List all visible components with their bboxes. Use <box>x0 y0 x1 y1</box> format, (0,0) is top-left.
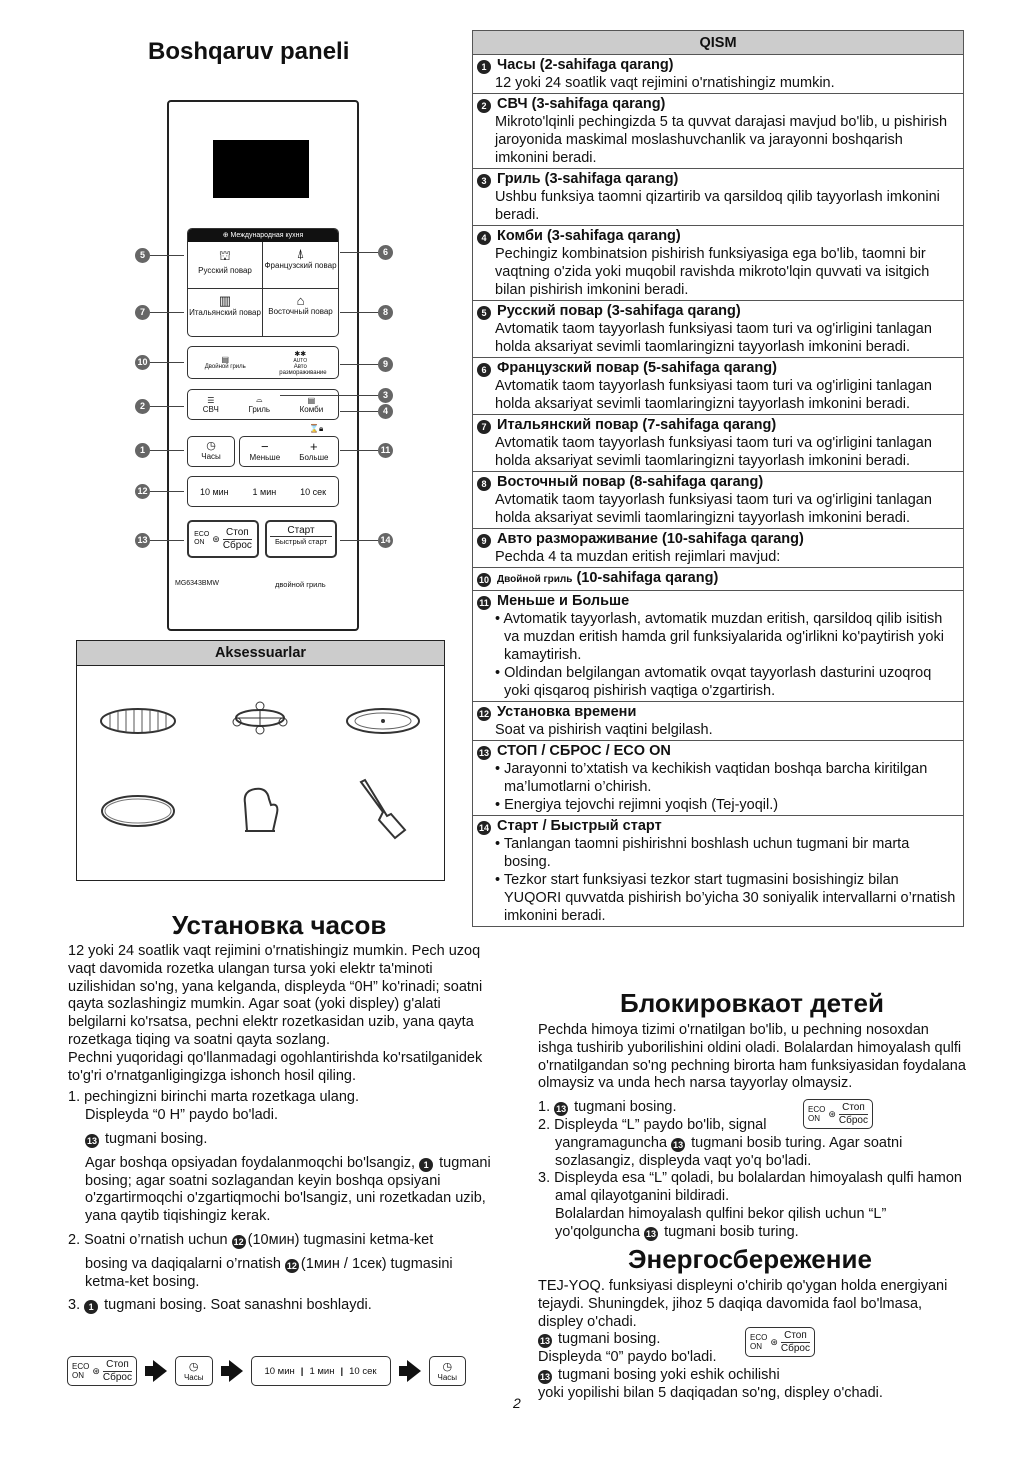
model-number: MG6343BMW <box>175 580 219 587</box>
table-row <box>473 55 963 94</box>
energy-section: TEJ-YOQ. funksiyasi displeyni o'chirib qo'ygan holda energiyani tejaydi. Shuningdek, jihoz 5 daqiqa davomida faol bo'lmasa, displey o'chadi. 13 tugmani bosing. Displeyda “0” paydo bo'ladi. 13 tugmani bosing yoki eshik ochilishi yoki yopilishi bilan 5 daqiqadan so'ng, displey o'chadi. <box>538 1278 948 1401</box>
roller-ring-icon <box>199 676 321 766</box>
num-12-icon: 12 <box>286 1260 297 1271</box>
row-desc: Pechda 4 ta muzdan eritish rejimlari mavjud: <box>495 549 781 565</box>
microwave-button[interactable]: ☰ СВЧ <box>202 395 219 414</box>
turntable-icon <box>322 676 444 766</box>
table-row <box>473 415 963 472</box>
row-title: Установка времени <box>497 704 637 720</box>
num-5-icon: 5 <box>477 306 491 320</box>
callout-1: 1 <box>135 443 150 458</box>
row-bullet: • Jarayonni to’xtatish va kechikish vaqtidan boshqa barcha kiritilgan ma’lumotlarni o’chirish. <box>495 761 928 795</box>
row-bullet: • Tanlangan taomni pishirishni boshlash uchun tugmani bir marta bosing. <box>495 836 910 870</box>
num-9-icon: 9 <box>477 534 491 548</box>
row-title: Комби (3-sahifaga qarang) <box>497 228 681 244</box>
stop-reset-eco-button[interactable]: ECO ON ⊛ Стоп Сброс <box>187 520 259 558</box>
row-title: (10-sahifaga qarang) <box>576 570 719 586</box>
table-row <box>473 529 963 568</box>
row-bullet: • Oldindan belgilangan avtomatik ovqat tayyorlash dasturini uzoqroq yoki qisqaroq pishirish vaqtiga o'zgartirish. <box>495 665 932 699</box>
num-13-icon: 13 <box>556 1104 567 1115</box>
spatula-icon <box>322 766 444 856</box>
callout-10: 10 <box>135 355 150 370</box>
num-1-icon: 1 <box>419 1158 433 1172</box>
row-desc: 12 yoki 24 soatlik vaqt rejimini o'rnatishingiz mumkin. <box>495 75 835 91</box>
clock-icon: ◷ <box>188 1361 199 1373</box>
grill-rack-icon <box>77 676 199 766</box>
callout-7: 7 <box>135 305 150 320</box>
callout-4: 4 <box>378 404 393 419</box>
table-row <box>473 301 963 358</box>
time-set-group[interactable]: 10 мин | 1 мин | 10 сек <box>251 1356 391 1386</box>
accessories-title: Aksessuarlar <box>77 641 444 666</box>
double-grill-icon: ▤ <box>221 355 230 364</box>
num-4-icon: 4 <box>477 231 491 245</box>
num-14-icon: 14 <box>478 823 489 833</box>
russian-chef-button[interactable]: ⛫ Русский повар <box>188 242 263 289</box>
arrow-right-icon <box>399 1360 421 1382</box>
table-row <box>473 169 963 226</box>
clock-button[interactable]: ◷ Часы <box>429 1356 467 1386</box>
row-title: Французский повар (5-sahifaga qarang) <box>497 360 777 376</box>
table-row <box>473 472 963 529</box>
num-1-icon: 1 <box>477 60 491 74</box>
callout-2: 2 <box>135 399 150 414</box>
num-6-icon: 6 <box>477 363 491 377</box>
eco-leaf-icon: ⊛ <box>212 533 220 544</box>
callout-6: 6 <box>378 245 393 260</box>
table-row <box>473 591 963 702</box>
row-desc: Soat va pishirish vaqtini belgilash. <box>495 722 713 738</box>
row-title: Итальянский повар (7-sahifaga qarang) <box>497 417 777 433</box>
lock-icon: ⌛🔒︎ <box>309 424 324 433</box>
row-bullet: • Energiya tejovchi rejimni yoqish (Tej-yoqil.) <box>495 797 779 813</box>
parts-table <box>472 30 964 927</box>
table-row <box>473 702 963 741</box>
energy-title: Энергосбережение <box>628 1244 872 1274</box>
combi-icon: ▤ <box>307 395 316 405</box>
callout-12: 12 <box>135 484 150 499</box>
french-chef-button[interactable]: ⍋ Французский повар <box>263 242 338 289</box>
num-7-icon: 7 <box>477 420 491 434</box>
num-13-icon: 13 <box>539 1336 550 1347</box>
intl-cuisine-group <box>187 228 339 337</box>
clock-section-title: Установка часов <box>172 910 387 940</box>
less-more-group <box>239 436 339 467</box>
table-row: 10 Двойной гриль (10-sahifaga qarang) <box>473 568 963 591</box>
row-desc: Pechingiz kombinatsion pishirish funksiyasiga ega bo'lib, taomni bir vaqtning o'zida yoki muqobil ravishda mikroto'lqin quvvati va isitgich bilan pishirish imkonini beradi. <box>495 246 930 298</box>
display-screen <box>213 140 309 198</box>
row-desc: Avtomatik taom tayyorlash funksiyasi taom turi va og'irligini tanlagan holda aksariyat sevimli taomlaringizni tayyorlash imkonini beradi. <box>495 321 932 355</box>
num-11-icon: 11 <box>477 596 491 610</box>
clock-button[interactable]: ◷ Часы <box>175 1356 213 1386</box>
table-header: QISM <box>473 31 963 55</box>
more-button[interactable]: + Больше <box>299 439 329 462</box>
table-row <box>473 358 963 415</box>
italian-chef-button[interactable]: ▥ Итальянский повар <box>188 289 263 336</box>
panel-title: Boshqaruv paneli <box>148 38 350 65</box>
1min-button[interactable]: 1 мин <box>252 486 277 497</box>
combi-button[interactable]: ▤ Комби <box>299 395 324 414</box>
table-row <box>473 226 963 301</box>
callout-11: 11 <box>378 443 393 458</box>
num-8-icon: 8 <box>477 477 491 491</box>
arrow-right-icon <box>221 1360 243 1382</box>
row-desc: Avtomatik taom tayyorlash funksiyasi taom turi va og'irligini tanlagan holda aksariyat sevimli taomlaringizni tayyorlash imkonini beradi. <box>495 492 932 526</box>
row-desc: Ushbu funksiya taomni qizartirib va qarsildoq qilib tayyorlash imkonini beradi. <box>495 189 940 223</box>
clock-icon: ◷ <box>206 440 216 452</box>
double-grill-button[interactable]: ▤ Двойной гриль <box>204 355 246 370</box>
10sec-button[interactable]: 10 сек <box>300 486 327 497</box>
row-title: Гриль (3-sahifaga qarang) <box>497 171 679 187</box>
callout-9: 9 <box>378 357 393 372</box>
globe-icon: ⊕ <box>222 232 231 239</box>
row-title: Старт / Быстрый старт <box>497 818 662 834</box>
stop-reset-eco-button[interactable]: ECO ON ⊛ Стоп Сброс <box>67 1356 137 1386</box>
num-13-icon: 13 <box>478 748 489 758</box>
row-title: Русский повар (3-sahifaga qarang) <box>497 303 741 319</box>
minus-icon: − <box>261 439 269 454</box>
num-13-icon: 13 <box>646 1228 657 1239</box>
num-12-icon: 12 <box>478 709 489 719</box>
callout-3: 3 <box>378 388 393 403</box>
stop-reset-eco-button[interactable]: ECO ON ⊛ Стоп Сброс <box>803 1099 873 1129</box>
microwave-icon: ☰ <box>207 395 215 405</box>
num-13-icon: 13 <box>539 1371 550 1382</box>
row-title: СТОП / СБРОС / ECO ON <box>497 743 671 759</box>
control-panel-diagram <box>167 100 359 631</box>
grill-button[interactable]: ⌓ Гриль <box>248 395 271 414</box>
start-button[interactable]: Старт Быстрый старт <box>265 520 337 558</box>
callout-5: 5 <box>135 248 150 263</box>
eco-leaf-icon: ⊛ <box>92 1365 100 1376</box>
oriental-chef-button[interactable]: ⌂ Восточный повар <box>263 289 338 336</box>
row-bullet: • Tezkor start funksiyasi tezkor start tugmasini bosishingiz bilan YUQORI quvvatda pishirish bo’yicha 30 soniyalik intervallarni o’rnatish imkonini beradi. <box>495 872 956 924</box>
plus-icon: + <box>310 439 318 454</box>
russian-dome-icon: ⛫ <box>219 248 231 263</box>
callout-14: 14 <box>378 533 393 548</box>
row-desc: Mikroto'lqinli pechingizda 5 ta quvvat darajasi mavjud bo'lib, u pishirish jaroyonida maskimal moslashuvchanlik va jarayonni boshqarish imkonini beradi. <box>495 114 948 166</box>
callout-13: 13 <box>135 533 150 548</box>
snowflake-icon: ✱✱ <box>294 350 307 358</box>
intl-cuisine-header: ⊕ Международная кухня <box>188 229 338 242</box>
oven-mitt-icon <box>199 766 321 856</box>
grill-defrost-group <box>187 346 339 379</box>
10min-button[interactable]: 10 мин <box>199 486 229 497</box>
clock-button[interactable]: ◷ Часы <box>187 436 235 467</box>
grill-icon: ⌓ <box>256 395 263 404</box>
callout-8: 8 <box>378 305 393 320</box>
stop-reset-eco-button[interactable]: ECO ON ⊛ Стоп Сброс <box>745 1327 815 1357</box>
clock-sequence <box>67 1356 466 1386</box>
row-title: Авто размораживание (10-sahifaga qarang) <box>497 531 804 547</box>
table-row <box>473 816 963 926</box>
accessories-box <box>76 640 445 881</box>
num-13-icon: 13 <box>673 1139 684 1150</box>
table-row <box>473 94 963 169</box>
num-2-icon: 2 <box>477 99 491 113</box>
clock-icon: ◷ <box>442 1361 453 1373</box>
eiffel-tower-icon: ⍋ <box>296 246 305 261</box>
eco-leaf-icon: ⊛ <box>770 1336 778 1347</box>
child-lock-section: Pechda himoya tizimi o'rnatilgan bo'lib, u pechning nosoxdan ishga tushirib yuborilishini oldini oladi. Bolalardan himoyalash qulfi o'rnatilgandan so'ng pechning birorta ham funksiyasidan foydalana olmaysiz va unda hech narsa tayyorlay olmaysiz. 1. 13 tugmani bosing. 2. Displeyda “L” paydo bo'lib, signal yangramaguncha 13 tugmani bosib turing. Agar soatni sozlasangiz, displeyda vaqt yo'q bo'ladi. 3. Displeyda esa “L” qoladi, bu bolalardan himoyalash qulfi hamon amal qilayotganini bildiradi. Bolalardan himoyalash qulfini bekor qilish uchun “L” yo'qolguncha 13 tugmani bosib turing. <box>538 1022 966 1240</box>
less-button[interactable]: − Меньше <box>249 439 281 462</box>
auto-defrost-button[interactable]: ✱✱ AUTO Авто размораживание <box>279 350 327 376</box>
row-bullet: • Avtomatik tayyorlash, avtomatik muzdan eritish, qarsildoq qilib isitish va muzdan eritish hamda gril funksiyalarida og'irlikni ko'paytirish yoki kamaytirish. <box>495 611 944 663</box>
row-title: Меньше и Больше <box>497 593 630 609</box>
child-lock-title: Блокировкаот детей <box>620 988 884 1018</box>
model-desc: двойной гриль <box>275 580 326 589</box>
row-desc: Avtomatik taom tayyorlash funksiyasi taom turi va og'irligini tanlagan holda aksariyat sevimli taomlaringizni tayyorlash imkonini beradi. <box>495 378 932 412</box>
num-10-icon: 10 <box>478 575 489 585</box>
num-1-icon: 1 <box>84 1300 98 1314</box>
row-title: Восточный повар (8-sahifaga qarang) <box>497 474 764 490</box>
page-number: 2 <box>513 1395 521 1411</box>
row-desc: Avtomatik taom tayyorlash funksiyasi taom turi va og'irligini tanlagan holda aksariyat sevimli taomlaringizni tayyorlash imkonini beradi. <box>495 435 932 469</box>
row-title: СВЧ (3-sahifaga qarang) <box>497 96 666 112</box>
num-13-icon: 13 <box>86 1135 97 1146</box>
time-set-group <box>187 476 339 507</box>
pisa-tower-icon: ▥ <box>218 293 232 308</box>
eco-leaf-icon: ⊛ <box>828 1108 836 1119</box>
mosque-icon: ⌂ <box>296 293 305 308</box>
num-12-icon: 12 <box>233 1236 244 1247</box>
ring-icon <box>77 766 199 856</box>
num-3-icon: 3 <box>477 174 491 188</box>
table-row <box>473 741 963 816</box>
arrow-right-icon <box>145 1360 167 1382</box>
row-title: Часы (2-sahifaga qarang) <box>497 57 674 73</box>
clock-section: 12 yoki 24 soatlik vaqt rejimini o'rnatishingiz mumkin. Pech uzoq vaqt davomida rozetka ulangan tursa yoki elektr ta'minoti uzilishidan so'ng, yana kelganda, displeyda “0H” ko'rinadi; soatni qayta sozlashingiz mumkin. Agar soat (yoki displey) g'alati belgilarni ko'rsatsa, pechni elektr rozetkasidan uzib, yana qayta rozetkaga tiqing va soatni qayta sozlang. Pechni yuqoridagi qo'llanmadagi ogohlantirishda ko'rsatilganidek to'g'ri o'rnatganligingizga ishonch hosil qiling. 1. pechingizni birinchi marta rozetkaga ulang. Displeyda “0 H” paydo bo'ladi. 13 tugmani bosing. Agar boshqa opsiyadan foydalanmoqchi bo'lsangiz, 1 tugmani bosing; agar soatni sozlagandan keyin boshqa opsiyani o'zgartirmoqchi o'zgartiqmochi bo'lsangiz, uni rozetkadan uzib, yana qaytib tiqishingiz kerak. 2. Soatni o’rnatish uchun 12 (10мин) tugmasini ketma-ket bosing va daqiqalarni o’rnatish 12 (1мин / 1сек) tugmasini ketma-ket bosing. 3. 1 tugmani bosing. Soat sanashni boshlaydi. <box>68 943 491 1314</box>
